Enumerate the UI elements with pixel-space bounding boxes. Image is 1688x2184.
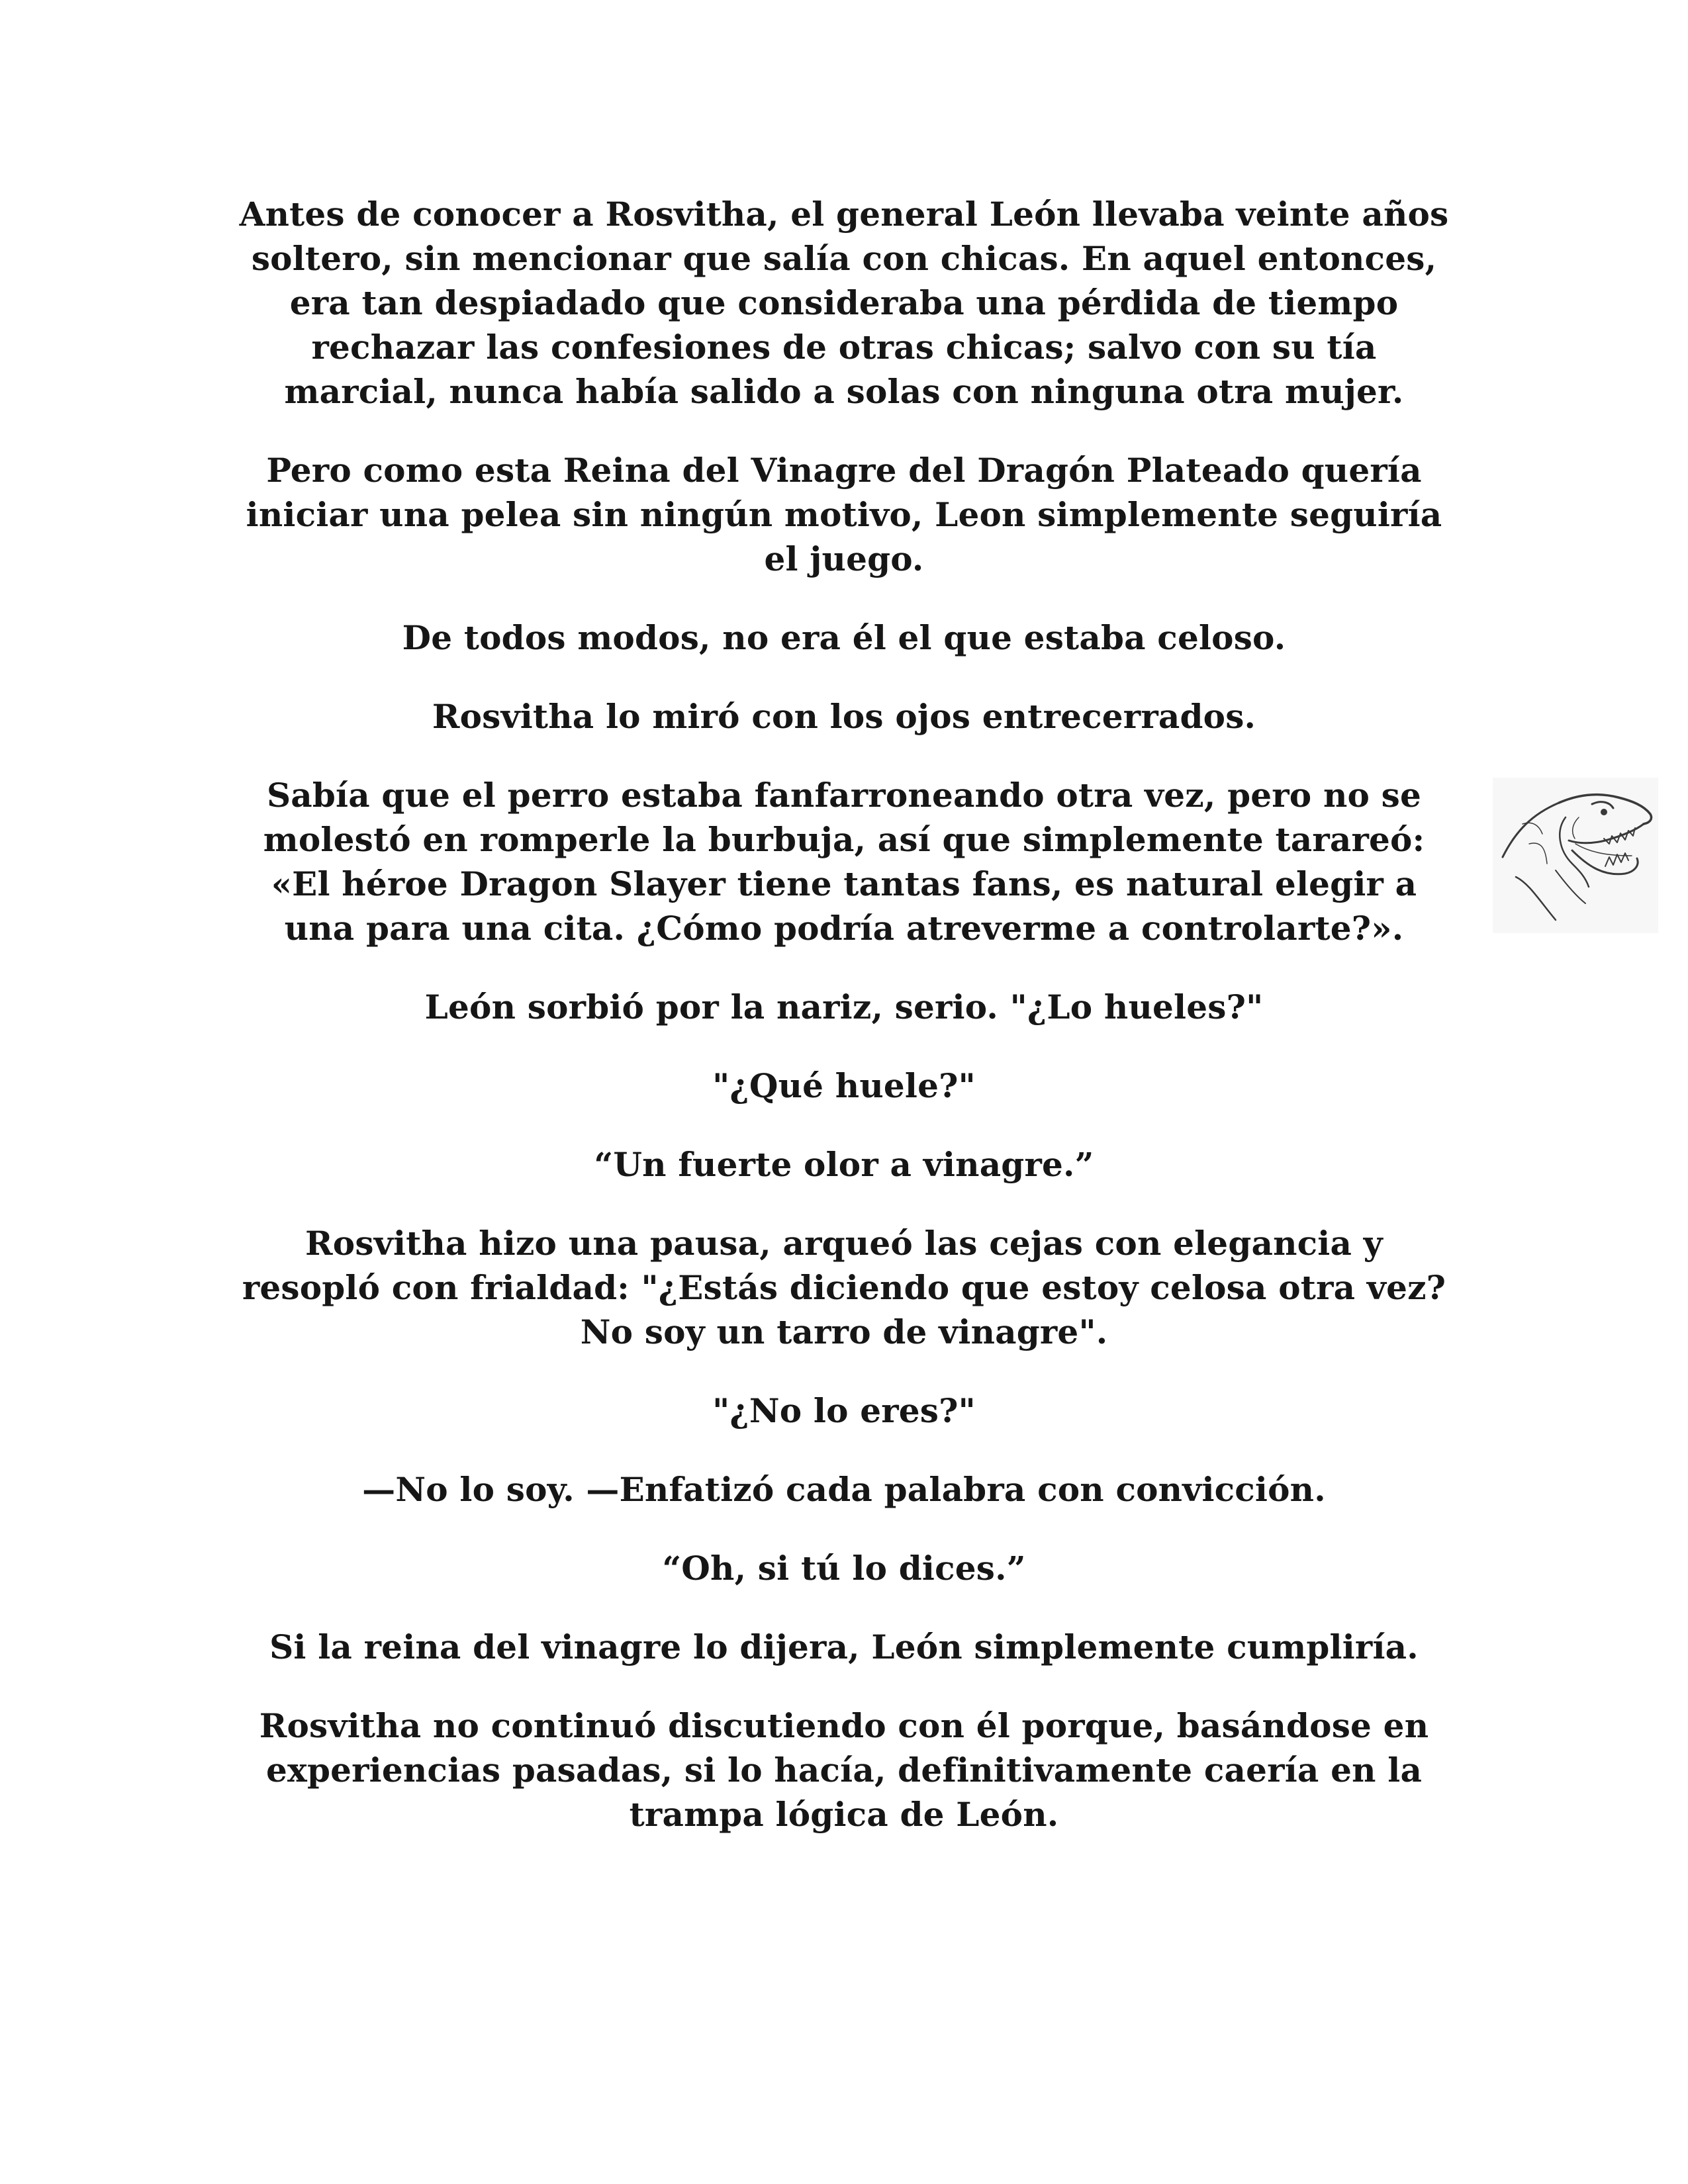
paragraph: “Un fuerte olor a vinagre.” <box>594 1145 1094 1184</box>
paragraph: "¿No lo eres?" <box>712 1391 976 1430</box>
paragraph: Rosvitha hizo una pausa, arqueó las cejas con elegancia y resopló con frialdad: "¿Estás diciendo que estoy celosa otra vez? No soy un tarro de vinagre". <box>242 1224 1446 1351</box>
paragraph: Rosvitha no continuó discutiendo con él porque, basándose en experiencias pasadas, si lo hacía, definitivamente caería en la trampa lógica de León. <box>259 1706 1429 1834</box>
paragraph: Antes de conocer a Rosvitha, el general León llevaba veinte años soltero, sin mencionar que salía con chicas. En aquel entonces, era tan despiadado que consideraba una pérdida de tiempo rechazar las confesiones de otras chicas; salvo con su tía marcial, nunca había salido a solas con ninguna otra mujer. <box>239 195 1449 411</box>
paragraph: “Oh, si tú lo dices.” <box>662 1549 1026 1588</box>
paragraph: —No lo soy. —Enfatizó cada palabra con convicción. <box>362 1470 1326 1509</box>
paragraph: Pero como esta Reina del Vinagre del Dragón Plateado quería iniciar una pelea sin ningún motivo, Leon simplemente seguiría el juego. <box>246 451 1442 578</box>
paragraph: De todos modos, no era él el que estaba celoso. <box>402 618 1286 657</box>
paragraph: León sorbió por la nariz, serio. "¿Lo hueles?" <box>424 987 1264 1026</box>
paragraph: "¿Qué huele?" <box>712 1066 976 1105</box>
paragraph: Si la reina del vinagre lo dijera, León simplemente cumpliría. <box>269 1627 1419 1666</box>
paragraph: Rosvitha lo miró con los ojos entrecerrados. <box>432 697 1256 736</box>
dinosaur-head-icon <box>1493 778 1658 933</box>
body-text <box>235 192 1453 1871</box>
paragraph: Sabía que el perro estaba fanfarroneando otra vez, pero no se molestó en romperle la burbuja, así que simplemente tarareó: «El héroe Dragon Slayer tiene tantas fans, es natural elegir a una para una cita. ¿Cómo podría atreverme a controlarte?». <box>263 776 1425 948</box>
